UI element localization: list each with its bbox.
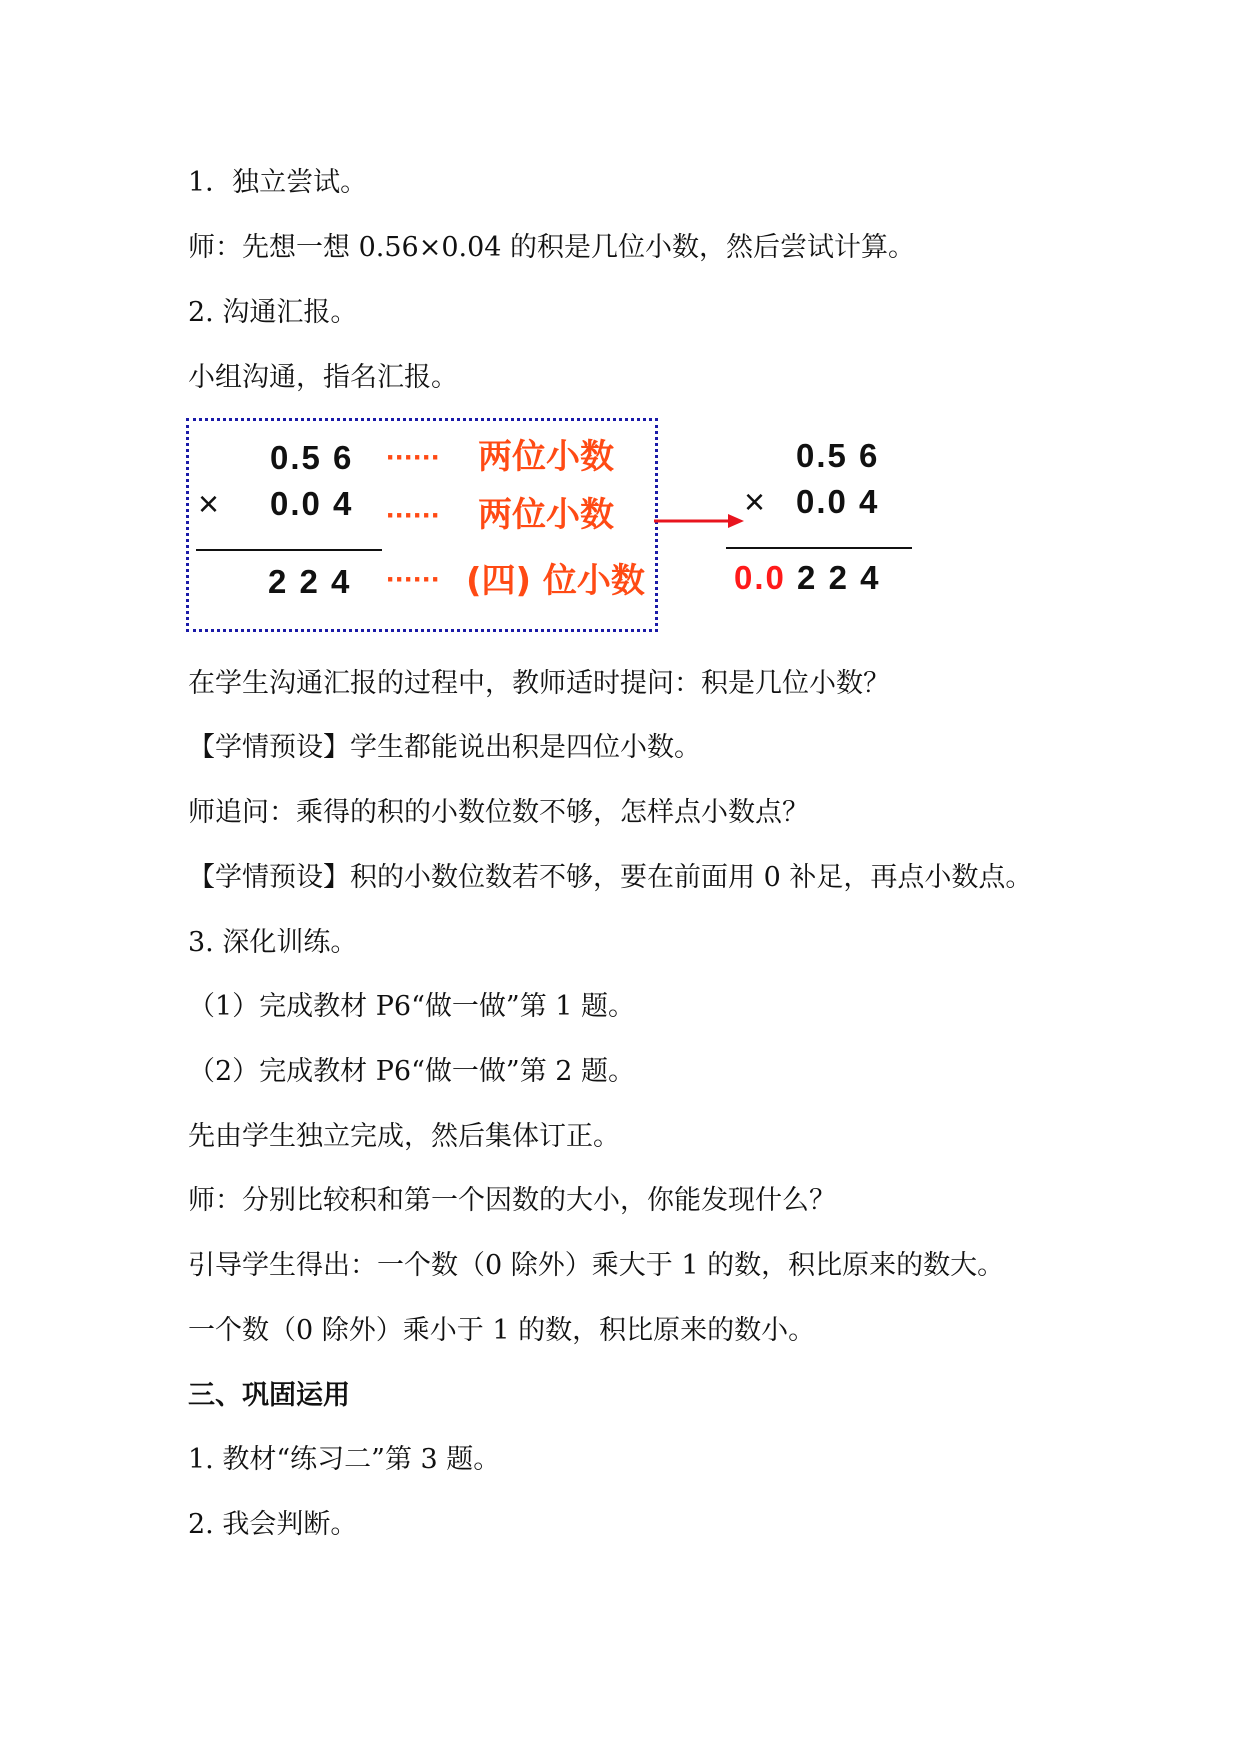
dots-2: ······ [386,499,440,532]
follow-up-question: 师追问：乘得的积的小数位数不够，怎样点小数点？ [188,797,809,828]
preset-2: 【学情预设】积的小数位数若不够，要在前面用 0 补足，再点小数点。 [188,862,1033,893]
right-rule [726,547,912,549]
practice-2: 2. 我会判断。 [188,1509,358,1540]
exercise-1: （1）完成教材 P6“做一做”第 1 题。 [188,991,636,1022]
note-two-decimals-1: 两位小数 [478,437,614,477]
section-3-heading: 三、巩固运用 [188,1380,350,1411]
process-text: 在学生沟通汇报的过程中，教师适时提问：积是几位小数？ [188,668,890,699]
conclusion-2: 一个数（0 除外）乘小于 1 的数，积比原来的数小。 [188,1315,816,1346]
teacher-prompt: 师：先想一想 0.56×0.04 的积是几位小数，然后尝试计算。 [188,232,916,263]
left-factor-1: 0.5 6 [270,439,354,476]
right-result [734,558,880,598]
note-two-decimals-2: 两位小数 [478,495,614,535]
dots-3: ······ [386,563,440,596]
group-report-text: 小组沟通，指名汇报。 [188,362,458,393]
preset-1: 【学情预设】学生都能说出积是四位小数。 [188,732,701,763]
independent-work-text: 先由学生独立完成，然后集体订正。 [188,1121,620,1152]
right-factor-2: 0.0 4 [796,483,880,520]
right-result-digits: 2 2 4 [785,559,881,596]
right-times-sign: × [744,481,766,522]
left-factor-2: 0.0 4 [270,485,354,522]
right-result-zero-prefix: 0.0 [734,559,786,596]
left-rule [196,549,382,551]
dots-1: ······ [386,441,440,474]
compare-question: 师：分别比较积和第一个因数的大小，你能发现什么？ [188,1185,836,1216]
left-times-sign: × [198,483,220,524]
step-1-heading: 1．独立尝试。 [188,167,368,198]
step-2-heading: 2. 沟通汇报。 [188,297,358,328]
note-four-decimals: (四) 位小数 [466,561,645,601]
red-arrow [654,510,746,532]
right-factor-1: 0.5 6 [796,437,880,474]
left-result: 2 2 4 [268,563,352,600]
practice-1: 1. 教材“练习二”第 3 题。 [188,1444,501,1475]
exercise-2: （2）完成教材 P6“做一做”第 2 题。 [188,1056,636,1087]
step-3-heading: 3. 深化训练。 [188,927,358,958]
conclusion-1: 引导学生得出：一个数（0 除外）乘大于 1 的数，积比原来的数大。 [188,1250,1005,1281]
